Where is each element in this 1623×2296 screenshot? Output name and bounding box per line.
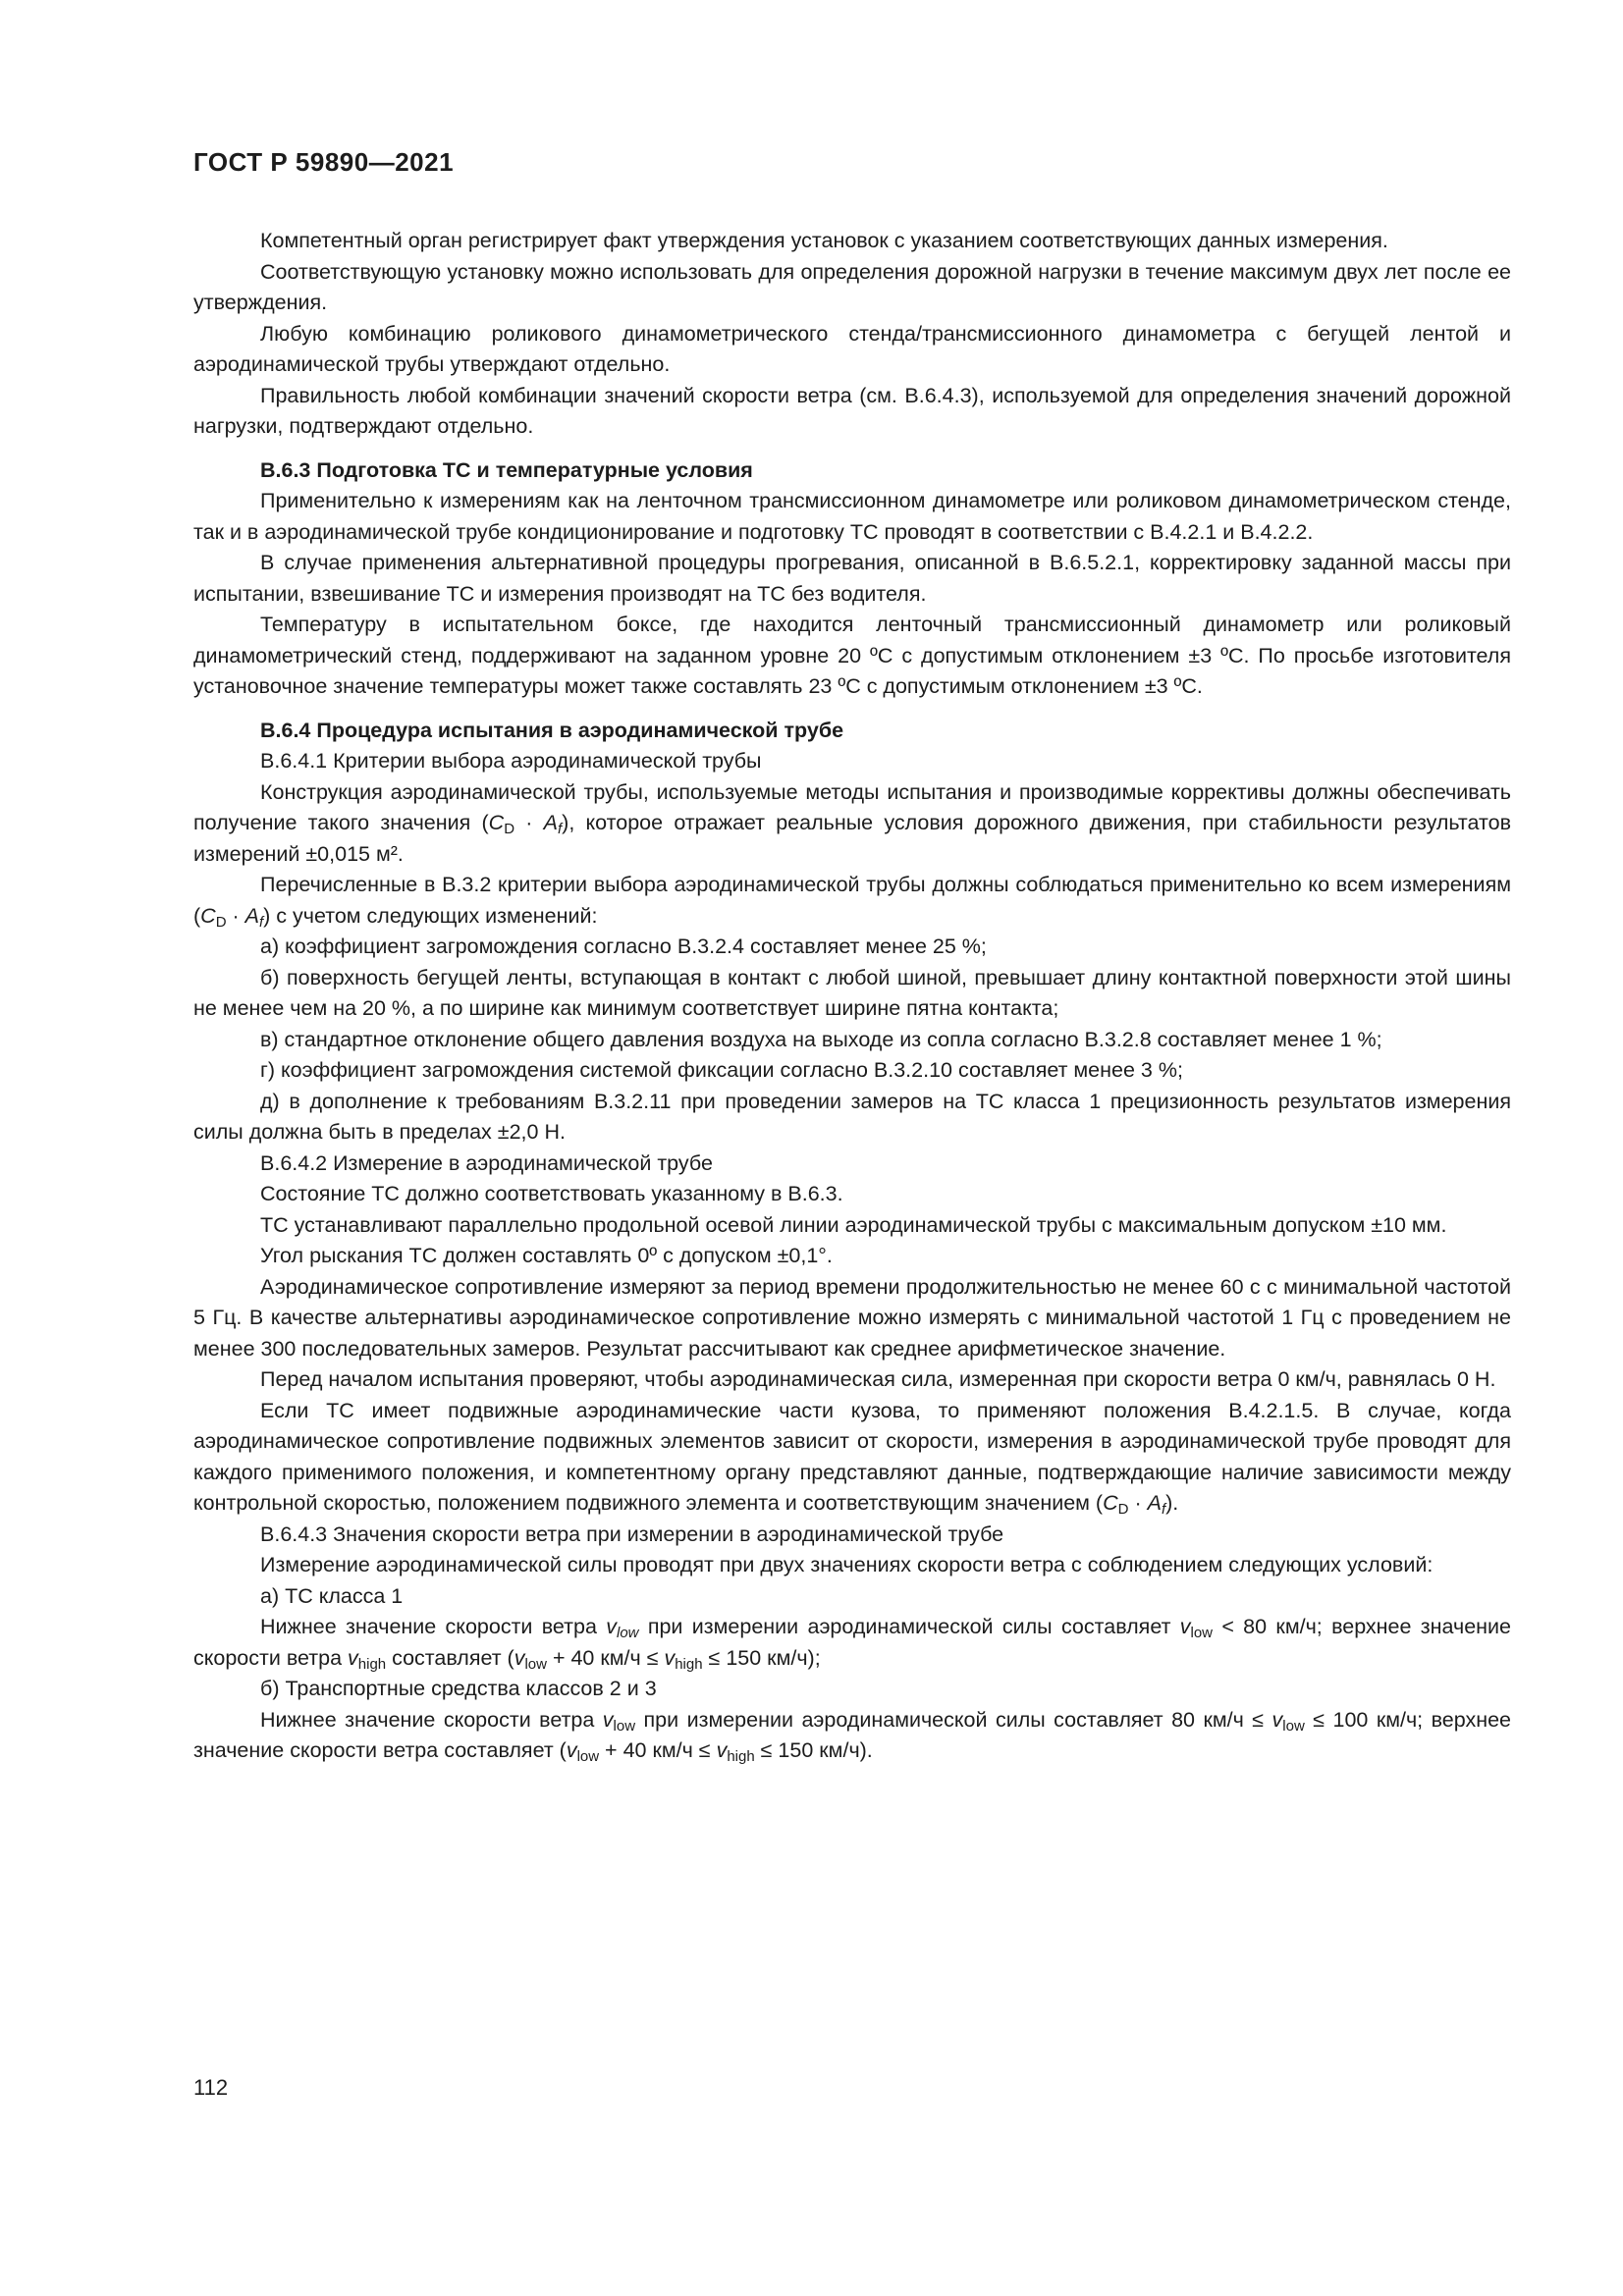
section-heading-b63: В.6.3 Подготовка ТС и температурные условия <box>260 457 753 482</box>
paragraph-wind-speed-class-1: Нижнее значение скорости ветра $v_{low}$ при измерении аэродинамической силы составляет $v_{low} < 80$ км/ч; верхнее значение скорости ветра $v_{high}$ составляет ($v_{low} + 40$ $км/ч \le v_{high} \le 150$ км/ч); <box>193 1615 1511 1673</box>
subsection-heading-b643: В.6.4.3 Значения скорости ветра при измерении в аэродинамической трубе <box>260 1522 1004 1546</box>
paragraph-cd-af-1: Конструкция аэродинамической трубы, используемые методы испытания и производимые коррективы должны обеспечивать получение такого значения $(C_D \cdot A_f)$, которое отражает реальные условия дорожного движения, при стабильности результатов измерений ±0,015 м². <box>193 779 1511 866</box>
paragraph: Правильность любой комбинации значений скорости ветра (см. В.6.4.3), используемой для определения значений дорожной нагрузки, подтверждают отдельно. <box>193 383 1511 438</box>
paragraph: Угол рыскания ТС должен составлять 0º с допуском ±0,1°. <box>260 1244 833 1267</box>
paragraph: Температуру в испытательном боксе, где находится ленточный трансмиссионный динамометр или роликовый динамометрический стенд, поддерживают на заданном уровне 20 ºС с допустимым отклонением ±3 ºС. По просьбе изготовителя установочное значение температуры может также составлять 23 ºС с допустимым отклонением ±3 ºС. <box>193 613 1511 698</box>
subsection-heading-b642: В.6.4.2 Измерение в аэродинамической трубе <box>260 1150 713 1175</box>
class-1-heading: а) ТС класса 1 <box>260 1583 404 1608</box>
paragraph: Любую комбинацию роликового динамометрического стенда/трансмиссионного динамометра с бегущей лентой и аэродинамической трубы утверждают отдельно. <box>193 321 1511 376</box>
paragraph: Измерение аэродинамической силы проводят при двух значениях скорости ветра с соблюдением следующих условий: <box>260 1553 1434 1576</box>
paragraph-cd-af-3: Если ТС имеет подвижные аэродинамические части кузова, то применяют положения В.4.2.1.5. В случае, когда аэродинамическое сопротивление подвижных элементов зависит от скорости, измерения в аэродинамической трубе проводят для каждого применимого положения, и компетентному органу представляют данные, подтверждающие наличие зависимости между контрольной скоростью, положением подвижного элемента и соответствующим значением $(C_D \cdot A_f)$. <box>193 1398 1511 1518</box>
paragraph: Аэродинамическое сопротивление измеряют за период времени продолжительностью не менее 60 с с минимальной частотой 5 Гц. В качестве альтернативы аэродинамическое сопротивление можно измерять с минимальной частотой 1 Гц с проведением не менее 300 последовательных замеров. Результат рассчитывают как среднее арифметическое значение. <box>193 1274 1511 1361</box>
paragraph: В случае применения альтернативной процедуры прогревания, описанной в В.6.5.2.1, корректировку заданной массы при испытании, взвешивание ТС и измерения производят на ТС без водителя. <box>193 551 1511 606</box>
paragraph: Состояние ТС должно соответствовать указанному в В.6.3. <box>260 1182 843 1205</box>
list-item-a: а) коэффициент загромождения согласно В.3.2.4 составляет менее 25 %; <box>260 934 987 958</box>
document-header: ГОСТ Р 59890—2021 <box>193 147 455 177</box>
list-item-c: в) стандартное отклонение общего давления воздуха на выходе из сопла согласно В.3.2.8 составляет менее 1 %; <box>260 1027 1382 1051</box>
section-heading-b64: В.6.4 Процедура испытания в аэродинамической трубе <box>260 718 844 742</box>
page-number: 112 <box>193 2075 229 2100</box>
list-item-e: д) в дополнение к требованиям В.3.2.11 при проведении замеров на ТС класса 1 прецизионность результатов измерения силы должна быть в пределах ±2,0 Н. <box>193 1089 1511 1144</box>
paragraph: Применительно к измерениям как на ленточном трансмиссионном динамометре или роликовом динамометрическом стенде, так и в аэродинамической трубе кондиционирование и подготовку ТС проводят в соответствии с В.4.2.1 и В.4.2.2. <box>193 489 1511 544</box>
subsection-heading-b641: В.6.4.1 Критерии выбора аэродинамической трубы <box>260 749 762 773</box>
paragraph: ТС устанавливают параллельно продольной осевой линии аэродинамической трубы с максимальным допуском ±10 мм. <box>260 1212 1447 1237</box>
list-item-d: г) коэффициент загромождения системой фиксации согласно В.3.2.10 составляет менее 3 %; <box>260 1058 1183 1082</box>
paragraph-wind-speed-class-2-3: Нижнее значение скорости ветра $v_{low}$ при измерении аэродинамической силы составляет 80 $км/ч \le v_{low} \le 100$ км/ч; верхнее значение скорости ветра составляет ($v_{low} + 40$ $км/ч \le v_{high} \le 150$ км/ч). <box>193 1707 1512 1765</box>
paragraph-cd-af-2: Перечисленные в В.3.2 критерии выбора аэродинамической трубы должны соблюдаться применительно ко всем измерениям $(C_D \cdot A_f)$ с учетом следующих изменений: <box>193 873 1511 931</box>
paragraph: Соответствующую установку можно использовать для определения дорожной нагрузки в течение максимум двух лет после ее утверждения. <box>193 259 1511 314</box>
paragraph: Перед началом испытания проверяют, чтобы аэродинамическая сила, измеренная при скорости ветра 0 км/ч, равнялась 0 Н. <box>260 1367 1496 1391</box>
class-2-3-heading: б) Транспортные средства классов 2 и 3 <box>260 1677 657 1700</box>
document-body <box>193 226 1511 1767</box>
list-item-b: б) поверхность бегущей ленты, вступающая в контакт с любой шиной, превышает длину контактной поверхности этой шины не менее чем на 20 %, а по ширине как минимум соответствует ширине пятна контакта; <box>193 965 1511 1020</box>
paragraph: Компетентный орган регистрирует факт утверждения установок с указанием соответствующих данных измерения. <box>260 229 1388 252</box>
